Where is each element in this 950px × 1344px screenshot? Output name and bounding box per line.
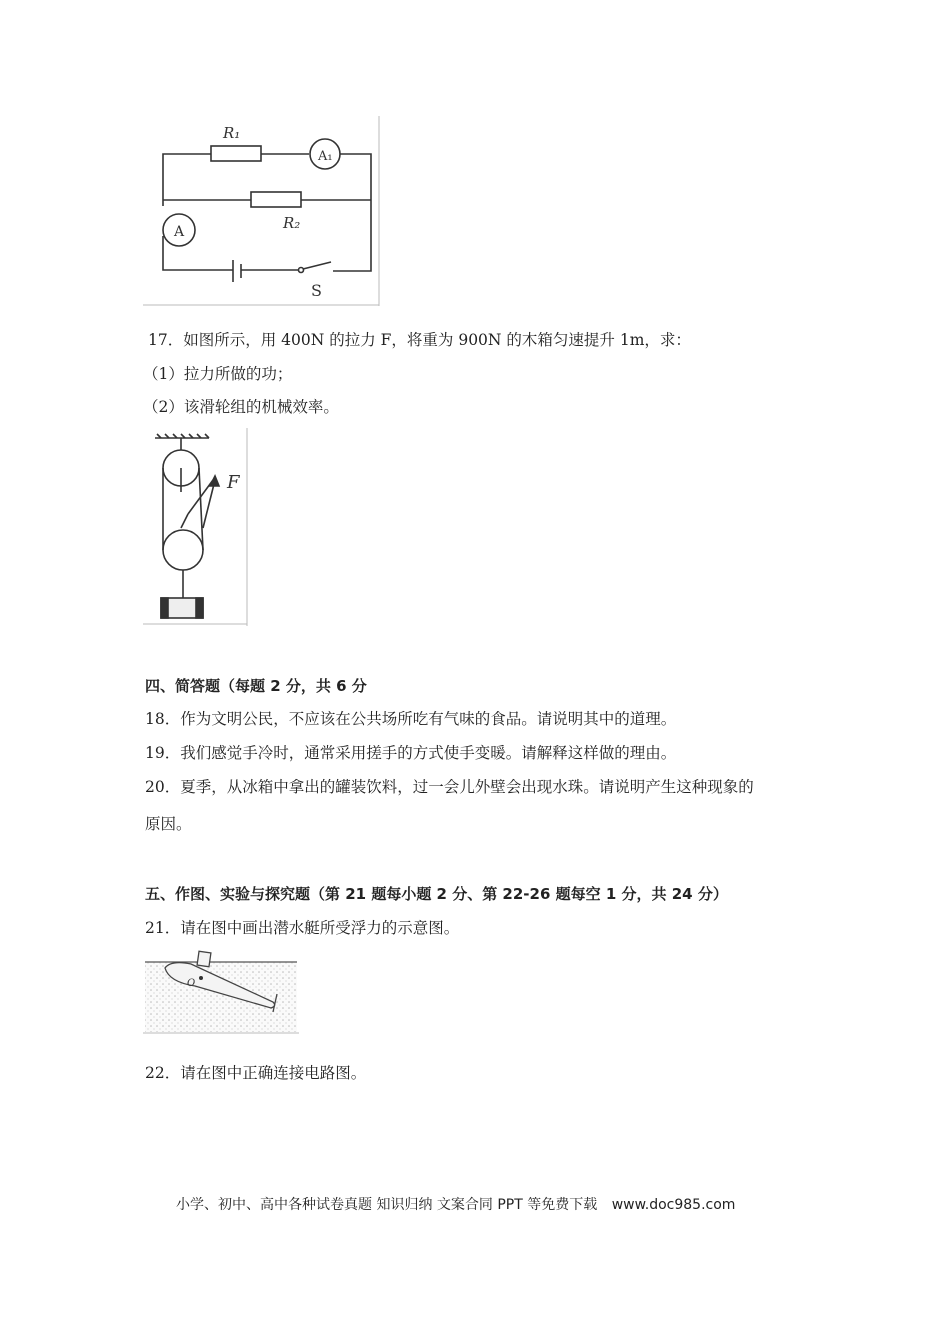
q17-stem: 17．如图所示，用 400N 的拉力 F，将重为 900N 的木箱匀速提升 1m，求： <box>148 331 691 349</box>
section5-title: 五、作图、实验与探究题（第 21 题每小题 2 分、第 22-26 题每空 1 分，共 24 分） <box>145 885 728 903</box>
q20-line2: 原因。 <box>145 815 192 833</box>
q22: 22．请在图中正确连接电路图。 <box>145 1064 367 1082</box>
q19: 19．我们感觉手冷时，通常采用搓手的方式使手变暖。请解释这样做的理由。 <box>145 744 677 762</box>
submarine-diagram <box>143 946 299 1034</box>
ammeter-a-label: A <box>174 224 185 240</box>
svg-text:O: O <box>187 978 196 989</box>
q20-line1: 20．夏季，从冰箱中拿出的罐装饮料，过一会儿外壁会出现水珠。请说明产生这种现象的 <box>145 778 754 796</box>
pulley-svg <box>143 428 249 626</box>
footer <box>176 1195 735 1215</box>
resistor-r2 <box>251 192 301 207</box>
pulley-diagram <box>143 428 249 626</box>
footer-link[interactable]: www.doc985.com <box>611 1197 736 1213</box>
q17-part2: （2）该滑轮组的机械效率。 <box>143 398 339 416</box>
q18: 18．作为文明公民，不应该在公共场所吃有气味的食品。请说明其中的道理。 <box>145 710 677 728</box>
footer-text: 小学、初中、高中各种试卷真题 知识归纳 文案合同 PPT 等免费下载 <box>176 1197 598 1213</box>
circuit-svg <box>143 116 381 306</box>
movable-pulley <box>163 530 203 570</box>
r1-label: R₁ <box>223 124 241 142</box>
circuit-diagram <box>143 116 381 306</box>
q21: 21．请在图中画出潜水艇所受浮力的示意图。 <box>145 919 460 937</box>
section4-title: 四、简答题（每题 2 分，共 6 分 <box>145 677 367 695</box>
resistor-r1 <box>211 146 261 161</box>
switch-label: S <box>311 281 322 300</box>
q17-part1: （1）拉力所做的功； <box>143 365 293 383</box>
ammeter-a1-label: A₁ <box>318 149 333 164</box>
submarine-svg <box>143 946 299 1034</box>
force-label: F <box>227 472 240 493</box>
r2-label: R₂ <box>283 214 301 232</box>
